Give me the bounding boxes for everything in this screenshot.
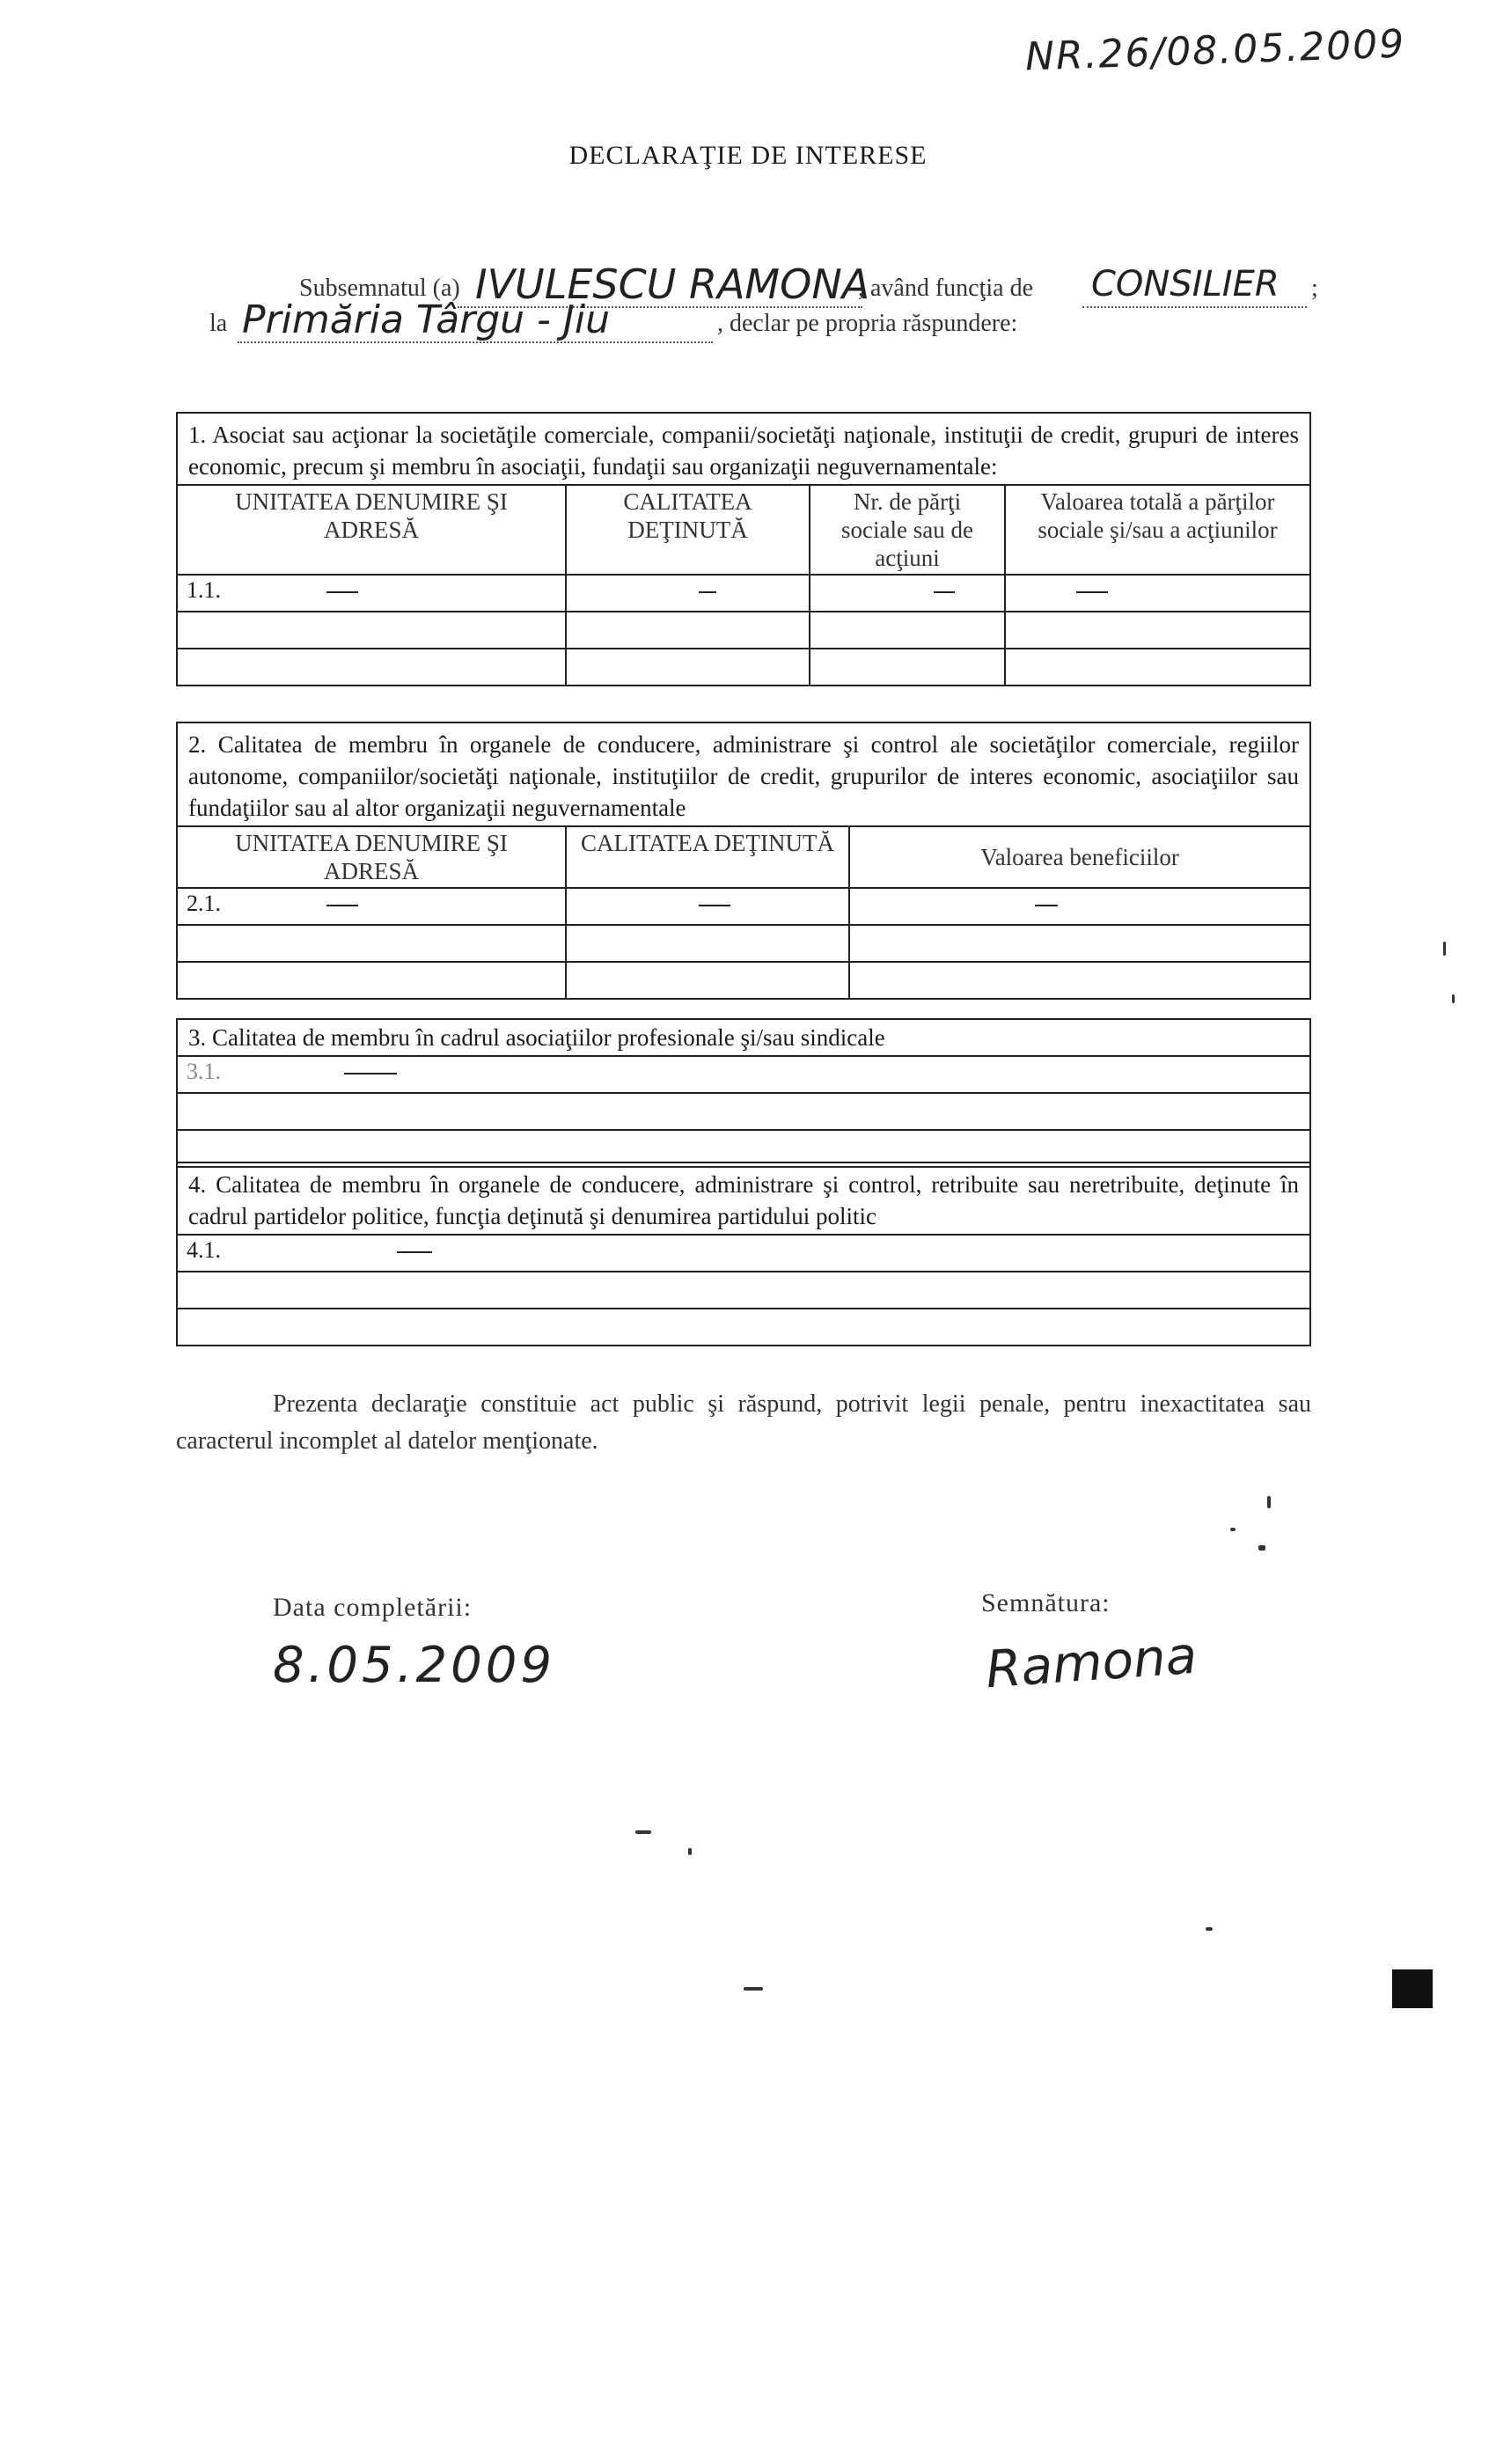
document-title: DECLARAŢIE DE INTERESE bbox=[568, 141, 928, 170]
scan-artifact-mark bbox=[1392, 1969, 1433, 2008]
dash-mark bbox=[699, 591, 716, 593]
dash-mark bbox=[699, 905, 730, 906]
dash-mark bbox=[1035, 905, 1058, 906]
s1-row-2-col-2 bbox=[566, 612, 810, 649]
s3-row-label: 3.1. bbox=[187, 1059, 221, 1084]
s1-row-3-col-4 bbox=[1005, 649, 1310, 686]
section-4-table bbox=[176, 1162, 1311, 1346]
institution-name: Primăria Târgu - Jiu bbox=[242, 297, 610, 342]
s1-row-2-col-1 bbox=[177, 612, 566, 649]
section-2-table bbox=[176, 722, 1311, 1000]
dash-mark bbox=[1076, 591, 1108, 593]
s1-row-2-col-3 bbox=[810, 612, 1005, 649]
s1-col-valoarea: Valoarea totală a părţilor sociale şi/sau a acţiunilor bbox=[1005, 485, 1310, 575]
dash-mark bbox=[397, 1251, 432, 1253]
declar-label: , declar pe propria răspundere: bbox=[717, 310, 1018, 337]
s2-row-1-col-3 bbox=[849, 888, 1310, 925]
s4-row-label: 4.1. bbox=[187, 1237, 221, 1263]
s1-row-label: 1.1. bbox=[187, 577, 221, 603]
s1-col-unitatea: UNITATEA DENUMIRE ŞI ADRESĂ bbox=[177, 485, 566, 575]
s1-row-3-col-2 bbox=[566, 649, 810, 686]
signature-label: Semnătura: bbox=[981, 1588, 1111, 1617]
s2-col-valoarea-beneficiilor: Valoarea beneficiilor bbox=[849, 826, 1310, 888]
scan-speck bbox=[688, 1848, 692, 1855]
section-1-heading: 1. Asociat sau acţionar la societăţile comerciale, companii/societăţi naţionale, instituţii de credit, grupuri de interes economic, precum şi membru în asociaţii, fundaţii sau organizaţii neguvernamentale: bbox=[177, 413, 1310, 485]
s1-row-2-col-4 bbox=[1005, 612, 1310, 649]
declarant-name: IVULESCU RAMONA bbox=[475, 260, 870, 308]
scan-speck bbox=[1206, 1927, 1213, 1931]
s2-row-1-col-1 bbox=[177, 888, 566, 925]
dash-mark bbox=[326, 591, 358, 593]
s2-col-calitatea: CALITATEA DEŢINUTĂ bbox=[566, 826, 849, 888]
registration-number: NR.26/08.05.2009 bbox=[1024, 21, 1406, 80]
section-1-table bbox=[176, 412, 1311, 686]
s1-col-calitatea: CALITATEA DEŢINUTĂ bbox=[566, 485, 810, 575]
s2-row-2-col-3 bbox=[849, 925, 1310, 962]
scan-speck bbox=[1230, 1528, 1236, 1531]
s2-col-unitatea: UNITATEA DENUMIRE ŞI ADRESĂ bbox=[177, 826, 566, 888]
s2-row-3-col-2 bbox=[566, 962, 849, 999]
legal-statement: Prezenta declaraţie constituie act public şi răspund, potrivit legii penale, pentru inexactitatea sau caracterul incomplet al datelor menţionate. bbox=[176, 1390, 1311, 1455]
s1-row-1-col-2 bbox=[566, 575, 810, 612]
s1-col-nr-parti: Nr. de părţi sociale sau de acţiuni bbox=[810, 485, 1005, 575]
avand-label: , având funcţia de bbox=[858, 275, 1034, 302]
s2-row-3-col-3 bbox=[849, 962, 1310, 999]
s3-row-1 bbox=[177, 1056, 1310, 1093]
declarant-function: CONSILIER bbox=[1091, 264, 1280, 304]
scan-speck bbox=[1258, 1545, 1265, 1551]
s1-row-1-col-4 bbox=[1005, 575, 1310, 612]
s2-row-2-col-1 bbox=[177, 925, 566, 962]
scan-speck bbox=[1452, 994, 1455, 1003]
section-4-heading: 4. Calitatea de membru în organele de conducere, administrare şi control, retribuite sau neretribuite, deţinute în cadrul partidelor politice, funcţia deţinută şi denumirea partidului politic bbox=[177, 1162, 1310, 1235]
section-3-table bbox=[176, 1018, 1311, 1168]
s4-row-2 bbox=[177, 1272, 1310, 1309]
la-label: la bbox=[209, 310, 228, 337]
section-3-heading: 3. Calitatea de membru în cadrul asociaţiilor profesionale şi/sau sindicale bbox=[177, 1019, 1310, 1056]
s2-row-2-col-2 bbox=[566, 925, 849, 962]
s1-row-1-col-1 bbox=[177, 575, 566, 612]
signature: Ramona bbox=[983, 1624, 1199, 1700]
s1-row-1-col-3 bbox=[810, 575, 1005, 612]
s3-row-2 bbox=[177, 1093, 1310, 1130]
s2-row-label: 2.1. bbox=[187, 891, 221, 916]
date-value: 8.05.2009 bbox=[273, 1637, 556, 1694]
scan-speck bbox=[744, 1987, 763, 1991]
semicolon: ; bbox=[1311, 275, 1318, 302]
s4-row-1 bbox=[177, 1235, 1310, 1272]
s4-row-3 bbox=[177, 1309, 1310, 1346]
date-label: Data completării: bbox=[273, 1593, 473, 1622]
scan-speck bbox=[635, 1830, 651, 1834]
scan-speck bbox=[1443, 942, 1446, 956]
dash-mark bbox=[344, 1073, 397, 1074]
dash-mark bbox=[934, 591, 955, 593]
section-2-heading: 2. Calitatea de membru în organele de conducere, administrare şi control ale societăţilor comerciale, regiilor autonome, companiilor/societăţi naţionale, instituţiilor de credit, grupurilor de interes economic, asociaţiilor sau fundaţiilor sau al altor organizaţii neguvernamentale bbox=[177, 722, 1310, 826]
subsemnatul-label: Subsemnatul (a) bbox=[299, 275, 460, 302]
scan-speck bbox=[1267, 1496, 1271, 1508]
dash-mark bbox=[326, 905, 358, 906]
s1-row-3-col-3 bbox=[810, 649, 1005, 686]
s2-row-3-col-1 bbox=[177, 962, 566, 999]
s1-row-3-col-1 bbox=[177, 649, 566, 686]
s2-row-1-col-2 bbox=[566, 888, 849, 925]
